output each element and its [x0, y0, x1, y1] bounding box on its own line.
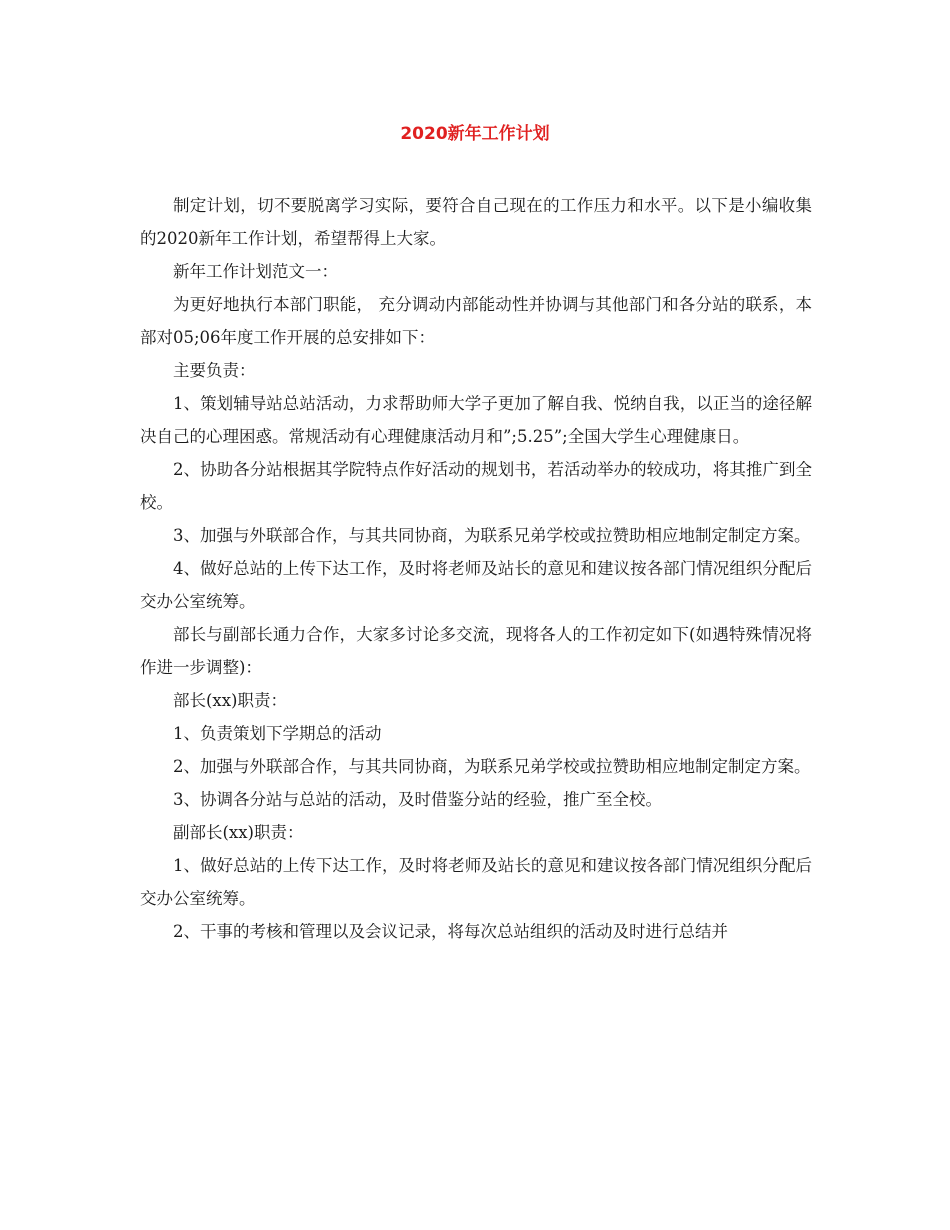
paragraph-minister-heading: 部长(xx)职责：	[173, 691, 287, 710]
paragraph-deputy-duty-1: 1、做好总站的上传下达工作，及时将老师及站长的意见和建议按各部门情况组织分配后交办公室统筹。	[140, 856, 812, 908]
paragraph-intro: 制定计划，切不要脱离学习实际，要符合自己现在的工作压力和水平。以下是小编收集的2020新年工作计划，希望帮得上大家。	[140, 196, 812, 248]
paragraph-minister-duty-2: 2、加强与外联部合作，与其共同协商，为联系兄弟学校或拉赞助相应地制定制定方案。	[173, 757, 811, 776]
paragraph-cooperation: 部长与副部长通力合作，大家多讨论多交流，现将各人的工作初定如下(如遇特殊情况将作进一步调整)：	[140, 625, 812, 677]
paragraph-duty-1: 1、策划辅导站总站活动，力求帮助师大学子更加了解自我、悦纳自我，以正当的途径解决自己的心理困惑。常规活动有心理健康活动月和”;5.25”;全国大学生心理健康日。	[140, 394, 812, 446]
paragraph-minister-duty-1: 1、负责策划下学期总的活动	[173, 724, 382, 743]
paragraph-minister-duty-3: 3、协调各分站与总站的活动，及时借鉴分站的经验，推广至全校。	[173, 790, 662, 809]
paragraph-duty-2: 2、协助各分站根据其学院特点作好活动的规划书，若活动举办的较成功，将其推广到全校。	[140, 460, 812, 512]
paragraph-deputy-duty-2: 2、干事的考核和管理以及会议记录，将每次总站组织的活动及时进行总结并	[173, 922, 728, 941]
paragraph-deputy-heading: 副部长(xx)职责：	[173, 823, 304, 842]
paragraph-duty-3: 3、加强与外联部合作，与其共同协商，为联系兄弟学校或拉赞助相应地制定制定方案。	[173, 526, 811, 545]
paragraph-main-duties-heading: 主要负责：	[173, 361, 256, 380]
paragraph-purpose: 为更好地执行本部门职能， 充分调动内部能动性并协调与其他部门和各分站的联系，本部对05;06年度工作开展的总安排如下：	[140, 295, 812, 347]
document-title: 2020新年工作计划	[400, 124, 550, 144]
paragraph-duty-4: 4、做好总站的上传下达工作，及时将老师及站长的意见和建议按各部门情况组织分配后交办公室统筹。	[140, 559, 812, 611]
document-body	[140, 189, 812, 948]
paragraph-sample-heading: 新年工作计划范文一：	[173, 262, 338, 281]
